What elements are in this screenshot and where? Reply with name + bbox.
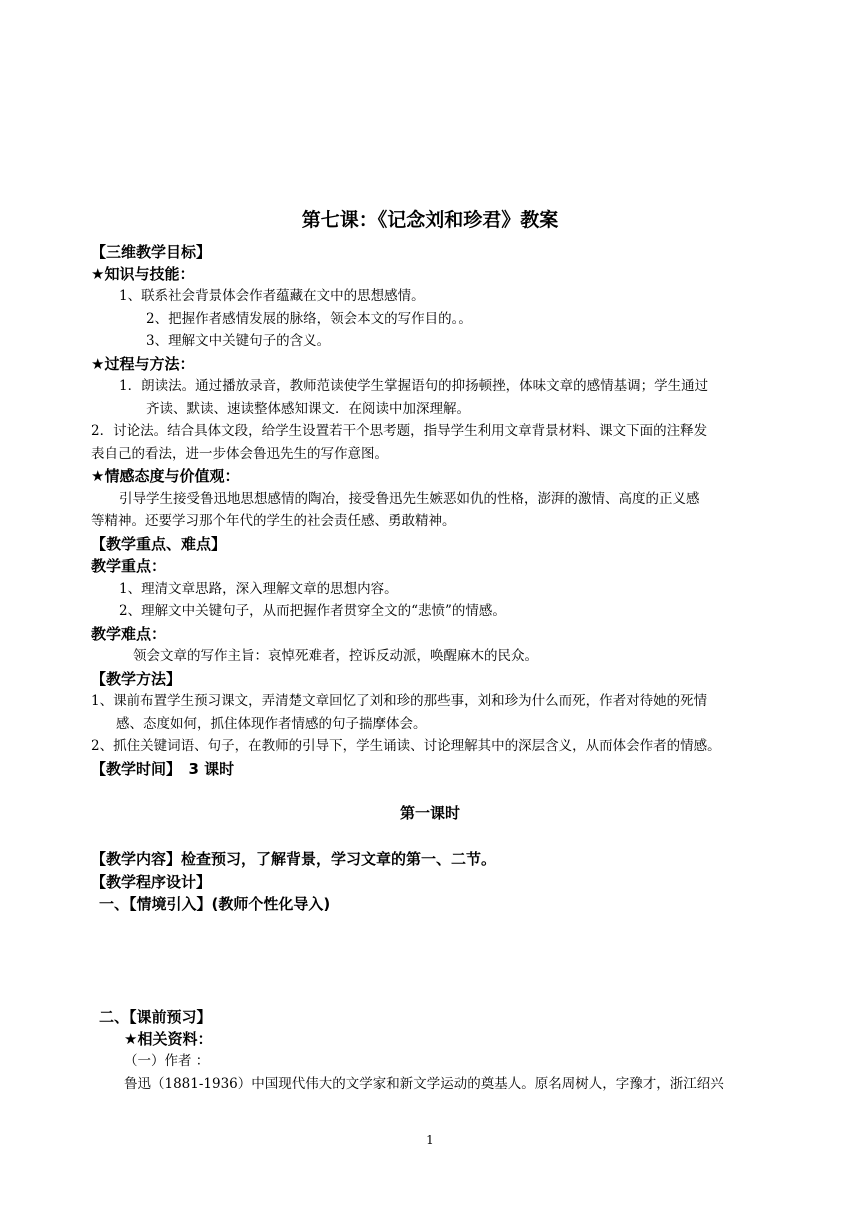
attitude-line-2: 等精神。还要学习那个年代的学生的社会责任感、勇敢精神。 xyxy=(91,513,456,529)
section-heading-goals: 【三维教学目标】 xyxy=(91,243,212,261)
step-two-heading: 二、【课前预习】 xyxy=(99,1008,212,1026)
subheading-difficulty: 教学难点： xyxy=(91,625,167,643)
subheading-focus: 教学重点： xyxy=(91,557,167,575)
process-item-1-line-2: 齐读、默读、速读整体感知课文．在阅读中加深理解。 xyxy=(146,401,470,417)
section-heading-method: 【教学方法】 xyxy=(91,670,182,688)
method-item-2: 2、抓住关键词语、句子，在教师的引导下，学生诵读、讨论理解其中的深层含义，从而体会作者的情感。 xyxy=(91,738,721,754)
subheading-process: ★过程与方法： xyxy=(91,355,195,373)
knowledge-item-1: 1、联系社会背景体会作者蕴藏在文中的思想感情。 xyxy=(119,288,425,304)
section-heading-time: 【教学时间】 3 课时 xyxy=(91,760,235,778)
knowledge-item-2: 2、把握作者感情发展的脉络，领会本文的写作目的。。 xyxy=(146,311,472,327)
step-one-heading: 一、【情境引入】(教师个性化导入) xyxy=(99,895,331,913)
lesson-heading: 第一课时 xyxy=(399,804,460,822)
page-number: 1 xyxy=(426,1133,434,1147)
process-item-2-line-2: 表自己的看法，进一步体会鲁迅先生的写作意图。 xyxy=(91,446,388,462)
process-item-2-line-1: 2．讨论法。结合具体文段，给学生设置若干个思考题，指导学生利用文章背景材料、课文下面的注释发 xyxy=(91,423,708,439)
knowledge-item-3: 3、理解文中关键句子的含义。 xyxy=(146,333,331,349)
teaching-content-line: 【教学内容】检查预习，了解背景，学习文章的第一、二节。 xyxy=(91,850,497,868)
process-item-1-line-1: 1．朗读法。通过播放录音，教师范读使学生掌握语句的抑扬顿挫，体味文章的感情基调；学生通过 xyxy=(119,378,709,394)
section-heading-key-points: 【教学重点、难点】 xyxy=(91,535,227,553)
focus-item-2: 2、理解文中关键句子，从而把握作者贯穿全文的“悲愤”的情感。 xyxy=(119,603,506,619)
focus-item-1: 1、理清文章思路，深入理解文章的思想内容。 xyxy=(119,581,398,597)
author-text-line-1: 鲁迅（1881-1936）中国现代伟大的文学家和新文学运动的奠基人。原名周树人，字豫才，浙江绍兴 xyxy=(124,1076,724,1092)
page-title: 第七课：《记念刘和珍君》教案 xyxy=(301,209,559,231)
subheading-knowledge: ★知识与技能： xyxy=(91,265,195,283)
subheading-materials: ★相关资料： xyxy=(124,1030,213,1048)
method-item-1-line-1: 1、课前布置学生预习课文，弄清楚文章回忆了刘和珍的那些事，刘和珍为什么而死，作者对待她的死情 xyxy=(91,693,708,709)
attitude-line-1: 引导学生接受鲁迅地思想感情的陶冶，接受鲁迅先生嫉恶如仇的性格，澎湃的激情、高度的正义感 xyxy=(119,491,700,507)
procedure-design-heading: 【教学程序设计】 xyxy=(91,873,212,891)
difficulty-item-1: 领会文章的写作主旨：哀悼死难者，控诉反动派，唤醒麻木的民众。 xyxy=(133,648,538,664)
author-heading: （一）作者 ： xyxy=(124,1053,210,1069)
method-item-1-line-2: 感、态度如何，抓住体现作者情感的句子揣摩体会。 xyxy=(116,716,427,732)
subheading-attitude: ★情感态度与价值观： xyxy=(91,467,240,485)
